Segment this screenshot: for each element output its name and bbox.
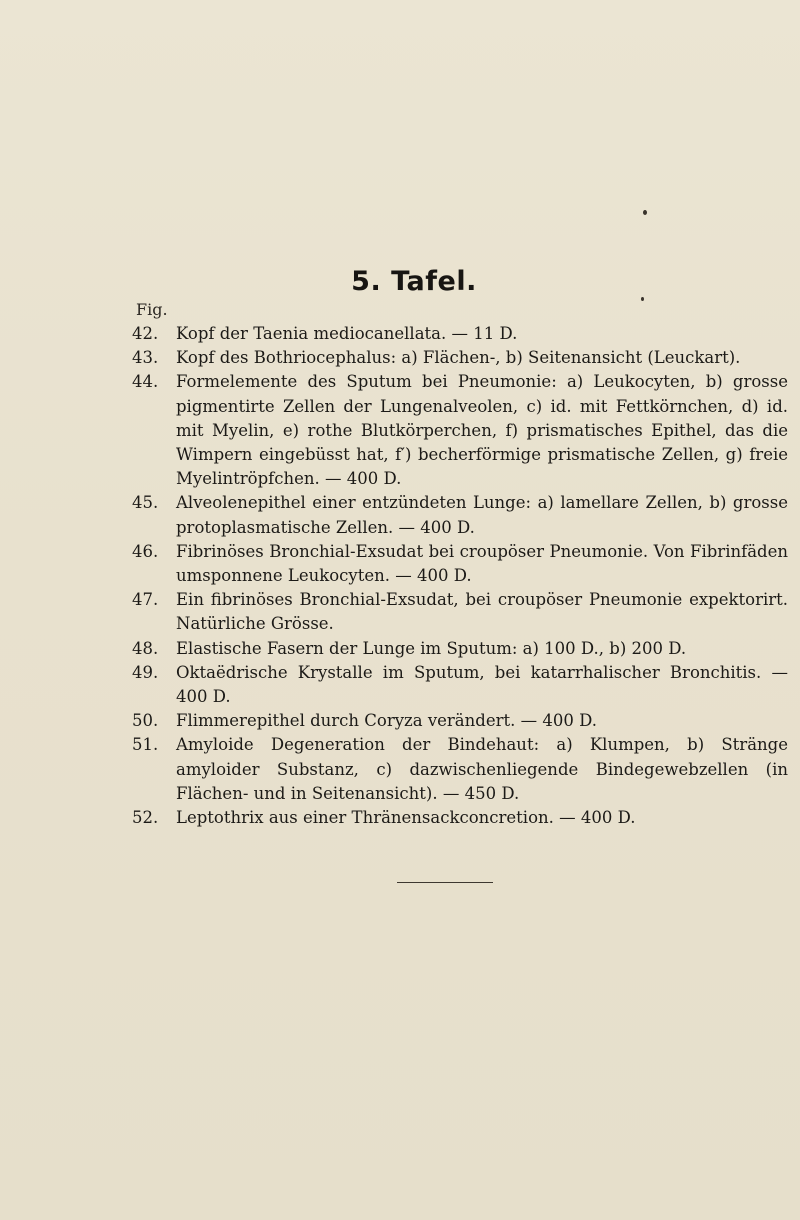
ink-speck xyxy=(643,210,647,215)
figure-caption: Alveolenepithel einer entzündeten Lunge: a) lamellare Zellen, b) grosse protoplasmatische Zellen. — 400 D. xyxy=(176,493,788,537)
figure-caption: Flimmerepithel durch Coryza verändert. — 400 D. xyxy=(176,711,597,731)
figure-entry xyxy=(132,709,788,733)
figure-entry xyxy=(132,733,788,806)
figure-number: 47. xyxy=(132,590,159,610)
figure-caption: Kopf des Bothriocephalus: a) Flächen-, b) Seitenansicht (Leuckart). xyxy=(176,348,741,368)
figure-caption: Leptothrix aus einer Thränensackconcretion. — 400 D. xyxy=(176,808,636,828)
figure-number: 52. xyxy=(132,808,159,828)
figure-number: 43. xyxy=(132,348,159,368)
figure-number: 49. xyxy=(132,662,159,682)
closing-rule xyxy=(397,882,493,883)
figure-entry xyxy=(132,806,788,830)
figure-entry xyxy=(132,491,788,539)
figure-entry xyxy=(132,322,788,346)
figure-caption: Formelemente des Sputum bei Pneumonie: a) Leukocyten, b) grosse pigmentirte Zellen der Lungenalveolen, c) id. mit Fettkörnchen, d) id. mit Myelin, e) rothe Blutkörperchen, f) prismatisches Epithel, das die Wimpern eingebüsst hat, f′) becherförmige prismatische Zellen, g) freie Myelintröpfchen. — 400 D. xyxy=(176,372,788,489)
figure-entry xyxy=(132,370,788,491)
figure-entry xyxy=(132,346,788,370)
figure-number: 50. xyxy=(132,711,159,731)
figure-caption: Fibrinöses Bronchial-Exsudat bei croupöser Pneumonie. Von Fibrinfäden umsponnene Leukocyten. — 400 D. xyxy=(176,541,788,586)
fig-label: Fig. xyxy=(136,300,168,319)
figure-number: 48. xyxy=(132,638,159,658)
figure-entry xyxy=(132,588,788,636)
figure-number: 45. xyxy=(132,493,159,513)
figure-caption: Amyloide Degeneration der Bindehaut: a) Klumpen, b) Stränge amyloider Substanz, c) dazwischenliegende Bindegewebzellen (in Flächen- und in Seitenansicht). — 450 D. xyxy=(176,735,788,803)
figure-number: 51. xyxy=(132,735,159,755)
ink-speck xyxy=(641,297,644,301)
figure-caption: Ein fibrinöses Bronchial-Exsudat, bei croupöser Pneumonie expektorirt. Natürliche Grösse. xyxy=(176,590,788,634)
figure-number: 44. xyxy=(132,372,159,392)
figure-caption-list xyxy=(132,322,788,830)
figure-caption: Kopf der Taenia mediocanellata. — 11 D. xyxy=(176,324,518,343)
figure-entry xyxy=(132,637,788,661)
figure-number: 42. xyxy=(132,324,159,343)
plate-title: 5. Tafel. xyxy=(351,266,477,297)
figure-number: 46. xyxy=(132,541,159,561)
figure-caption: Elastische Fasern der Lunge im Sputum: a) 100 D., b) 200 D. xyxy=(176,638,687,658)
figure-entry xyxy=(132,661,788,709)
figure-entry xyxy=(132,540,788,588)
figure-caption: Oktaëdrische Krystalle im Sputum, bei katarrhalischer Bronchitis. — 400 D. xyxy=(176,662,788,707)
